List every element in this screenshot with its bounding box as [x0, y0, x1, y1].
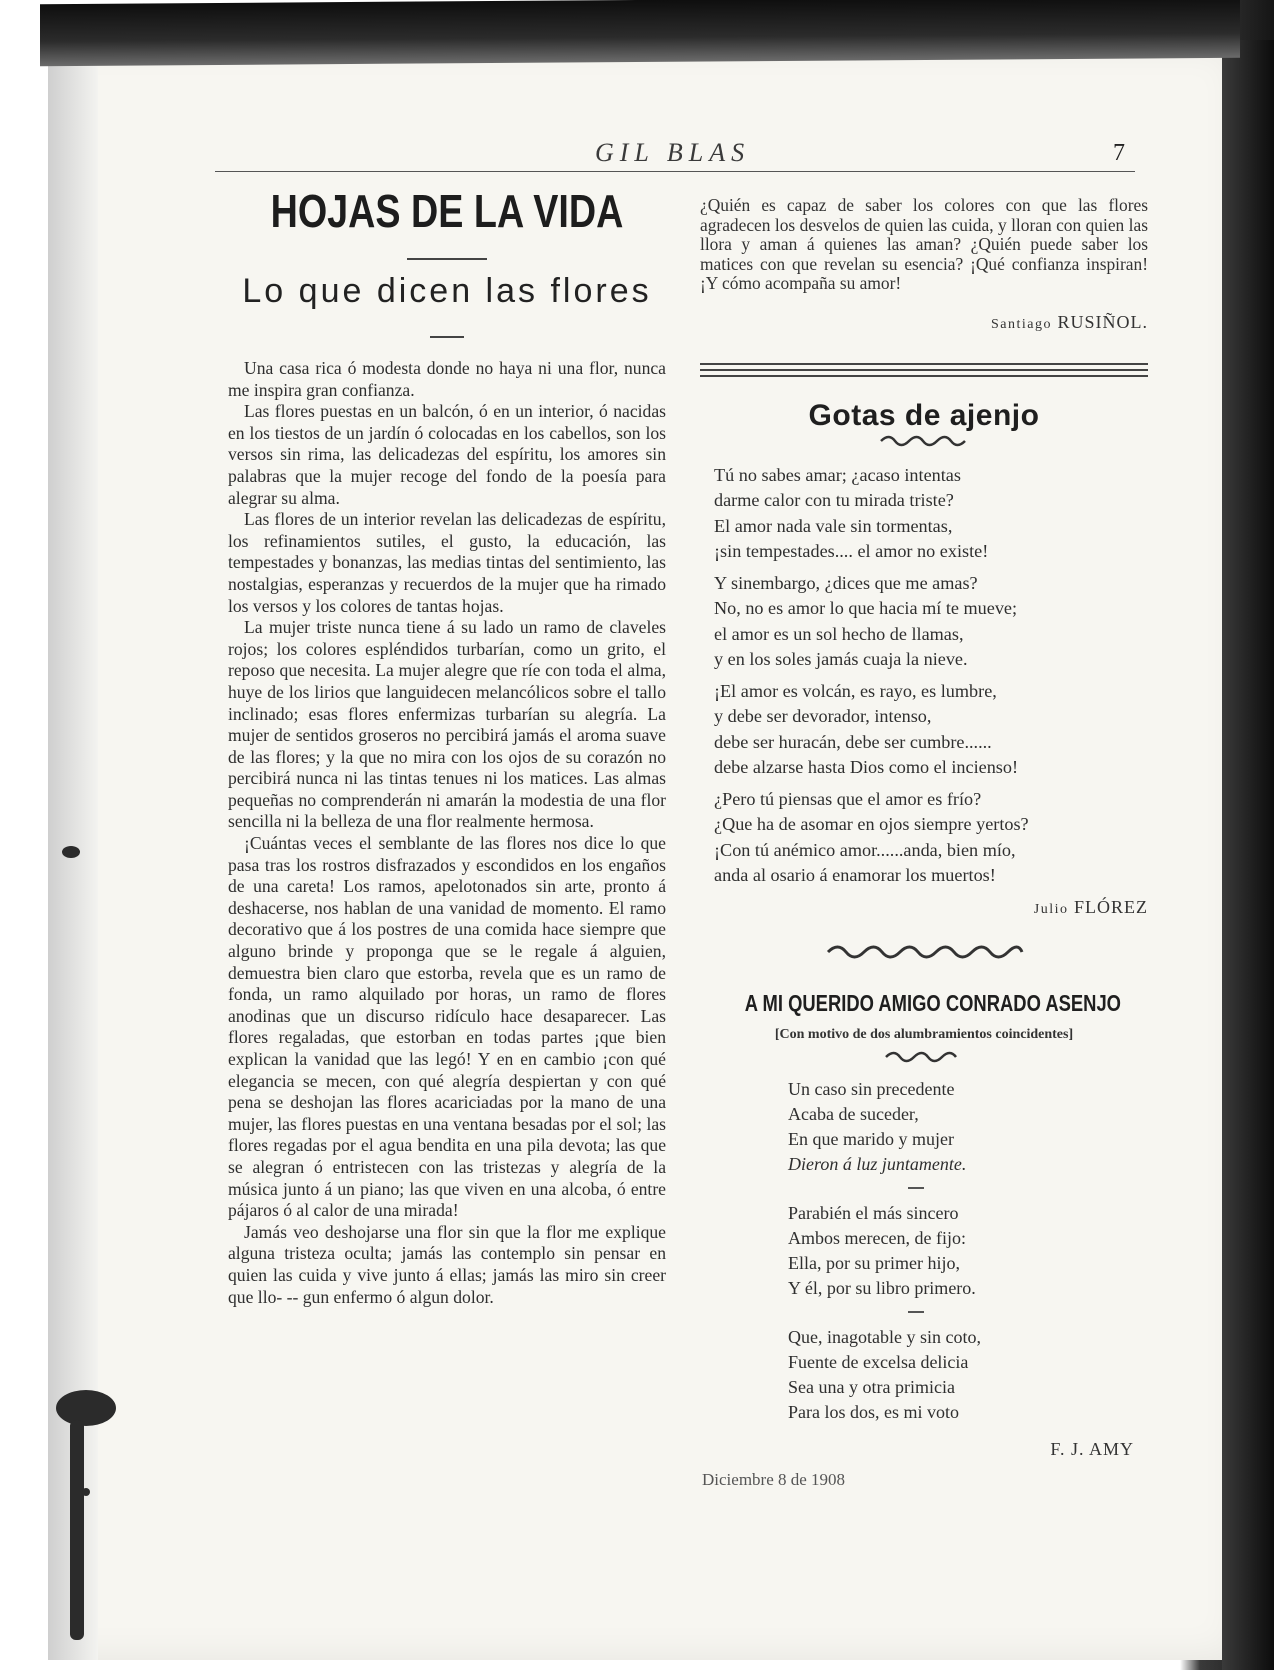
author-signature: [700, 897, 1148, 918]
paragraph: Las flores de un interior revelan las delicadezas de espíritu, los refinamientos sutiles, el gusto, la educación, las tempestades y bonanzas, las medias tintas del sentimiento, las nostalgias, esperanzas y recuerdos de la mujer que ha rimado los versos y los colores de tantas hojas.: [228, 509, 666, 616]
verse-line: y en los soles jamás cuaja la nieve.: [714, 649, 968, 670]
verse-line: El amor nada vale sin tormentas,: [714, 515, 953, 536]
ornament-squiggle: [824, 942, 1024, 962]
verse-line: Y él, por su libro primero.: [788, 1277, 976, 1298]
verse-line: ¿Que ha de asomar en ojos siempre yertos?: [714, 814, 1029, 835]
paragraph: Jamás veo deshojarse una flor sin que la flor me explique alguna tristeza oculta; jamás las contemplo sin pensar en quien las cuida y vive junto á ellas; jamás las miro sin creer que llo- -- gun enfermo ó algun dolor.: [228, 1221, 666, 1307]
stanza: [788, 1201, 1148, 1301]
poem-body: [700, 1077, 1148, 1425]
author-first-name: Santiago: [990, 316, 1052, 332]
running-head: [215, 138, 1135, 172]
stanza: [714, 463, 1148, 565]
article-continuation: ¿Quién es capaz de saber los colores con que las flores agradecen los desvelos de quien las cuida, y lloran con quien las llora y aman á quienes las aman? ¿Quién puede saber los matices con que revelan su esencia? ¡Qué confianza inspiran! ¡Y cómo acompaña su amor!: [700, 195, 1148, 294]
verse-line: ¿Pero tú piensas que el amor es frío?: [714, 788, 982, 809]
verse-line: ¡sin tempestades.... el amor no existe!: [714, 541, 989, 562]
author-first-name: Julio: [1033, 901, 1069, 917]
author-surname: RUSIÑOL.: [1057, 311, 1148, 332]
column-right: [700, 196, 1148, 1490]
stanza: [788, 1325, 1148, 1425]
running-title: GIL BLAS: [595, 138, 751, 167]
verse-line: y debe ser devorador, intenso,: [714, 706, 932, 727]
verse-line: Que, inagotable y sin coto,: [788, 1326, 981, 1347]
section-divider: [700, 375, 1148, 377]
divider: [430, 336, 464, 338]
stanza: [788, 1077, 1148, 1177]
verse-line: debe ser huracán, debe ser cumbre......: [714, 731, 992, 752]
divider: [407, 258, 487, 260]
verse-line: ¡Con tú anémico amor......anda, bien mío,: [714, 839, 1016, 860]
author-surname: FLÓREZ: [1073, 896, 1148, 917]
verse-line: Acaba de suceder,: [788, 1103, 919, 1124]
article-subtitle: Lo que dicen las flores: [242, 272, 652, 310]
column-left: [228, 184, 666, 1308]
stanza: [714, 679, 1148, 781]
verse-line: el amor es un sol hecho de llamas,: [714, 623, 964, 644]
author-signature: F. J. AMY: [1050, 1438, 1134, 1459]
author-signature: [700, 312, 1148, 333]
stanza-divider: [908, 1311, 924, 1313]
verse-line: anda al osario á enamorar los muertos!: [714, 865, 996, 886]
verse-line: Para los dos, es mi voto: [788, 1401, 959, 1422]
article-title: HOJAS DE LA VIDA: [270, 185, 624, 237]
stanza-divider: [908, 1187, 924, 1189]
ornament-squiggle: [879, 433, 969, 449]
verse-line: En que marido y mujer: [788, 1128, 954, 1149]
paragraph: ¡Cuántas veces el semblante de las flores nos dice lo que pasa tras los rostros disfrazados y escondidos en los engaños de una careta! Los ramos, apelotonados sin arte, pronto á deshacerse, nos hablan de una vanidad de momento. El ramo decorativo que á los postres de una comida hace siempre que alguno brinde y proponga que se le regale á alguien, demuestra bien claro que estorba, revela que es un ramo de fonda, un ramo alquilado por horas, un ramo de flores anodinas que un discurso ridículo hace desaparecer. Las flores regaladas, que estorban en todas partes ¡que bien explican la vanidad que las legó! Y en en cambio ¡con qué elegancia se mecen, con qué alegría despiertan y con qué pena se deshojan las flores acariciadas por la mano de una mujer, las flores puestas en una ventana besadas por el sol; las flores regadas por el agua bendita en una pila devota; las que se alegran ó entristecen con las tristezas y alegría de la música junto á un piano; las que viven en una alcoba, ó entre pájaros ó al calor de una mirada!: [228, 833, 666, 1221]
ink-stain: [70, 1420, 84, 1640]
article-body: [228, 358, 666, 1308]
verse-line: Un caso sin precedente: [788, 1078, 955, 1099]
ink-stain: [56, 1390, 116, 1426]
verse-line: Y sinembargo, ¿dices que me amas?: [714, 572, 978, 593]
page-number: 7: [1113, 140, 1125, 166]
verse-line: ¡El amor es volcán, es rayo, es lumbre,: [714, 680, 997, 701]
date-line: Diciembre 8 de 1908: [702, 1469, 846, 1489]
poem-body: [700, 463, 1148, 889]
paragraph: Una casa rica ó modesta donde no haya ni una flor, nunca me inspira gran confianza.: [228, 358, 666, 400]
verse-line: No, no es amor lo que hacia mí te mueve;: [714, 598, 1018, 619]
verse-line: debe alzarse hasta Dios como el incienso!: [714, 757, 1019, 778]
paragraph: Las flores puestas en un balcón, ó en un interior, ó nacidas en los tiestos de un jardín ó colocadas en los cabellos, son los versos sin rima, las delicadezas del espíritu, los amores sin palabras que la mujer recoge del fondo de la poesía para alegrar su alma.: [228, 401, 666, 508]
section-divider: [700, 363, 1148, 371]
poem-title: A MI QUERIDO AMIGO CONRADO ASENJO: [744, 989, 1121, 1016]
verse-line: Ella, por su primer hijo,: [788, 1252, 960, 1273]
verse-line: Sea una y otra primicia: [788, 1376, 955, 1397]
verse-line: Fuente de excelsa delicia: [788, 1351, 969, 1372]
stanza: [714, 571, 1148, 673]
scan-top-border: [40, 0, 1240, 66]
ornament-squiggle: [884, 1049, 964, 1065]
scan-right-border: [1222, 40, 1274, 1670]
verse-line: Ambos merecen, de fijo:: [788, 1227, 966, 1248]
paragraph: La mujer triste nunca tiene á su lado un ramo de claveles rojos; los colores espléndidos turbarían, como un grito, el reposo que necesita. La mujer alegre que ríe con toda el alma, huye de los lirios que languidecen melancólicos sobre el tallo inclinado; esas flores enfermizas turbarían su alegría. La mujer de sentidos groseros no percibirá jamás el aroma suave de las flores; y la que no mira con los ojos de su corazón no percibirá nunca ni las tintas tenues ni los matices. Las almas pequeñas no comprenderán ni amarán la modestia de una flor sencilla ni la belleza de una flor realmente hermosa.: [228, 617, 666, 832]
poem-title: Gotas de ajenjo: [808, 398, 1040, 432]
ink-stain: [62, 846, 80, 858]
verse-line: Dieron á luz juntamente.: [788, 1153, 967, 1174]
ink-stain: [82, 1488, 90, 1496]
stanza: [714, 787, 1148, 889]
verse-line: Tú no sabes amar; ¿acaso intentas: [714, 464, 961, 485]
verse-line: Parabién el más sincero: [788, 1202, 959, 1223]
verse-line: darme calor con tu mirada triste?: [714, 490, 954, 511]
dedication: [Con motivo de dos alumbramientos coincidentes]: [774, 1026, 1074, 1042]
